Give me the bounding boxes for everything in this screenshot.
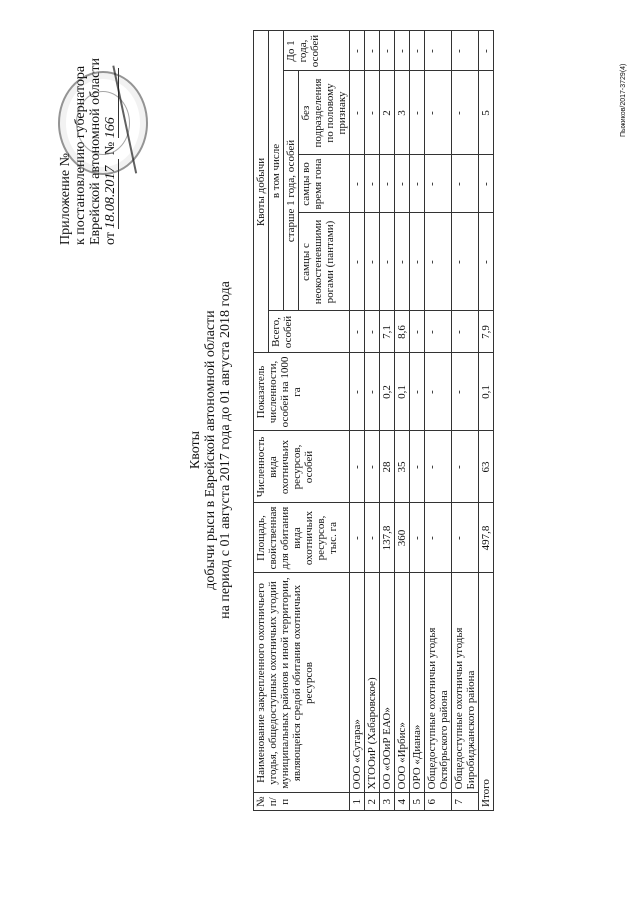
header-males-rut: самцы во время гона <box>299 155 350 213</box>
table-row <box>410 31 425 811</box>
cell-density: - <box>425 353 452 431</box>
cell-no-sex: - <box>365 71 380 155</box>
cell-under1: - <box>395 31 410 71</box>
table-row <box>395 31 410 811</box>
cell-area: 360 <box>395 503 410 573</box>
cell-num: 6 <box>425 793 452 811</box>
cell-density: 0,2 <box>380 353 395 431</box>
appendix-date: 18.08.2017 <box>103 159 119 229</box>
cell-total: 7,1 <box>380 311 395 353</box>
cell-name: ООО «Ирбис» <box>395 573 410 793</box>
cell-under1: - <box>452 31 479 71</box>
header-incl: в том числе <box>269 31 284 311</box>
table-row <box>425 31 452 811</box>
cell-population: 35 <box>395 431 410 503</box>
cell-name: Общедоступные охотничьи угодья Биробиджанского района <box>452 573 479 793</box>
cell-area: 137,8 <box>380 503 395 573</box>
cell-no-sex: - <box>350 71 365 155</box>
cell-males-antlers: - <box>350 213 365 311</box>
footer-code: Пыжиков/2017-3729(4) <box>620 63 627 137</box>
cell-males-antlers: - <box>395 213 410 311</box>
cell-name: ООО «Сутара» <box>350 573 365 793</box>
cell-population: - <box>365 431 380 503</box>
cell-males-rut: - <box>380 155 395 213</box>
cell-num: 5 <box>410 793 425 811</box>
appendix-line2: к постановлению губернатора <box>73 65 88 245</box>
cell-num: 4 <box>395 793 410 811</box>
cell-population: - <box>452 431 479 503</box>
cell-males-rut: - <box>350 155 365 213</box>
title-line1: Квоты <box>188 430 203 470</box>
cell-total: - <box>452 311 479 353</box>
table-row <box>380 31 395 811</box>
cell-density: - <box>365 353 380 431</box>
cell-males-antlers: - <box>380 213 395 311</box>
cell-num: 1 <box>350 793 365 811</box>
cell-males-antlers: - <box>479 213 494 311</box>
cell-males-antlers: - <box>410 213 425 311</box>
title-line2: добычи рыси в Еврейской автономной области <box>203 310 218 590</box>
title-line3: на период с 01 августа 2017 года до 01 августа 2018 года <box>218 281 233 619</box>
cell-total: - <box>350 311 365 353</box>
quota-table <box>253 31 494 812</box>
cell-males-rut: - <box>479 155 494 213</box>
cell-total: - <box>425 311 452 353</box>
cell-name: Общедоступные охотничьи угодья Октябрьского района <box>425 573 452 793</box>
cell-males-antlers: - <box>452 213 479 311</box>
cell-num: 3 <box>380 793 395 811</box>
cell-density: - <box>452 353 479 431</box>
appendix-number: 166 <box>103 68 119 138</box>
table-row <box>350 31 365 811</box>
cell-no-sex: - <box>452 71 479 155</box>
cell-no-sex: - <box>425 71 452 155</box>
header-no-sex: без подразделения по половому признаку <box>299 71 350 155</box>
table-row <box>365 31 380 811</box>
cell-males-rut: - <box>395 155 410 213</box>
appendix-line3: Еврейской автономной области <box>88 58 103 245</box>
cell-name: ОРО «Диана» <box>410 573 425 793</box>
cell-num: 7 <box>452 793 479 811</box>
cell-no-sex: - <box>410 71 425 155</box>
cell-under1: - <box>350 31 365 71</box>
cell-males-antlers: - <box>425 213 452 311</box>
cell-name: ОО «ООиР ЕАО» <box>380 573 395 793</box>
appendix-line1: Приложение № <box>58 153 73 245</box>
header-quota-group: Квоты добычи <box>254 31 269 353</box>
cell-area: 497,8 <box>479 503 494 573</box>
cell-area: - <box>410 503 425 573</box>
appendix-date-prefix: от <box>103 232 118 245</box>
table-row <box>452 31 479 811</box>
cell-males-rut: - <box>410 155 425 213</box>
document-title <box>188 200 233 700</box>
cell-population: - <box>425 431 452 503</box>
cell-population: - <box>350 431 365 503</box>
cell-num: 2 <box>365 793 380 811</box>
header-total: Всего, особей <box>269 311 350 353</box>
cell-population: - <box>410 431 425 503</box>
header-density: Показатель численности, особей на 1000 га <box>254 353 350 431</box>
cell-males-rut: - <box>425 155 452 213</box>
cell-males-rut: - <box>365 155 380 213</box>
cell-under1: - <box>479 31 494 71</box>
header-population: Численность вида охотничьих ресурсов, особей <box>254 431 350 503</box>
cell-area: - <box>365 503 380 573</box>
cell-under1: - <box>425 31 452 71</box>
cell-under1: - <box>380 31 395 71</box>
cell-males-antlers: - <box>365 213 380 311</box>
cell-density: 0,1 <box>395 353 410 431</box>
table-total-row <box>479 31 494 811</box>
cell-no-sex: 3 <box>395 71 410 155</box>
cell-area: - <box>452 503 479 573</box>
cell-population: 28 <box>380 431 395 503</box>
cell-total-label: Итого <box>479 573 494 811</box>
header-under1: До 1 года, особей <box>284 31 350 71</box>
cell-total: - <box>410 311 425 353</box>
header-area: Площадь, свойственная для обитания вида охотничьих ресурсов, тыс. га <box>254 503 350 573</box>
cell-under1: - <box>410 31 425 71</box>
cell-total: 7,9 <box>479 311 494 353</box>
cell-area: - <box>425 503 452 573</box>
cell-name: ХТООиР (Хабаровское) <box>365 573 380 793</box>
header-males-antlers: самцы с неокостеневшими рогами (пантами) <box>299 213 350 311</box>
cell-no-sex: 5 <box>479 71 494 155</box>
cell-males-rut: - <box>452 155 479 213</box>
header-num: № п/п <box>254 793 350 811</box>
cell-total: - <box>365 311 380 353</box>
cell-density: - <box>350 353 365 431</box>
cell-density: 0,1 <box>479 353 494 431</box>
cell-density: - <box>410 353 425 431</box>
appendix-num-label: № <box>103 141 118 156</box>
cell-population: 63 <box>479 431 494 503</box>
cell-no-sex: 2 <box>380 71 395 155</box>
cell-area: - <box>350 503 365 573</box>
header-older: старше 1 года, особей <box>284 71 299 311</box>
header-name: Наименование закрепленного охотничьего угодья, общедоступных охотничьих угодий муниципальных районов и иной территории, являющейся средой обитания охотничьих ресурсов <box>254 573 350 793</box>
cell-total: 8,6 <box>395 311 410 353</box>
cell-under1: - <box>365 31 380 71</box>
